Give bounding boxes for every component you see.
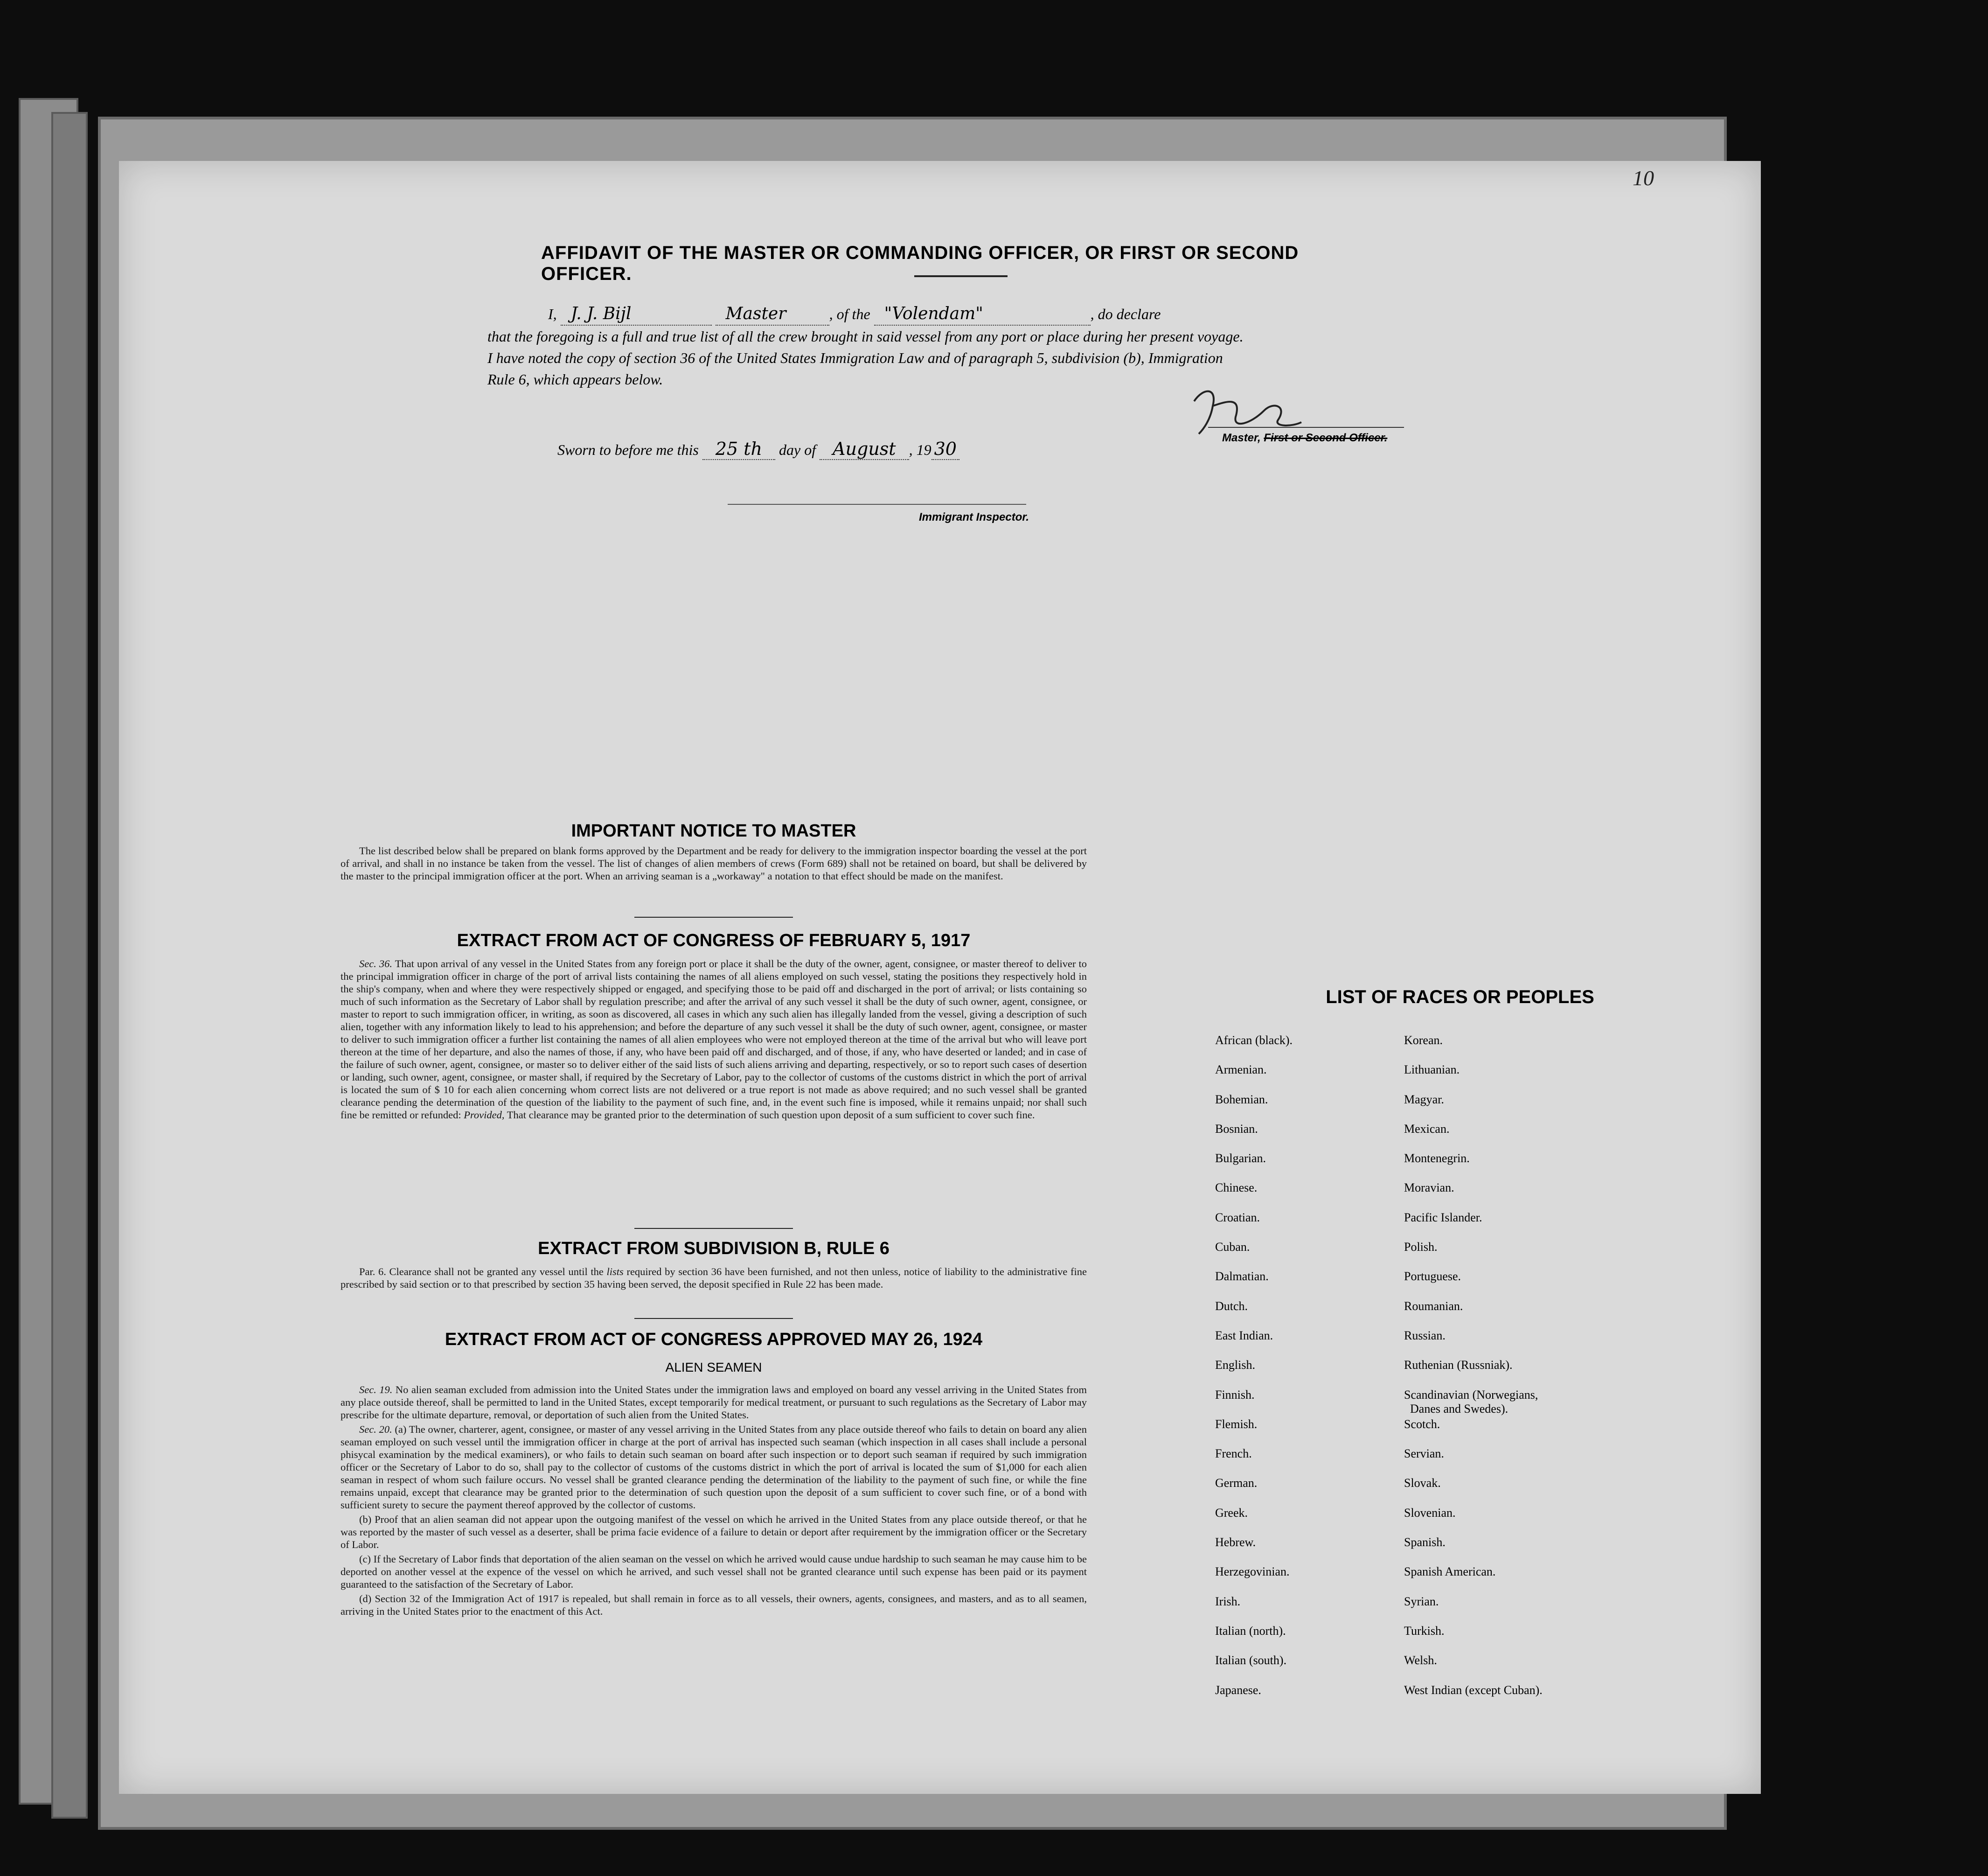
declaration-line-4: Rule 6, which appears below. (487, 371, 663, 388)
notice-title: IMPORTANT NOTICE TO MASTER (571, 821, 856, 841)
race-item: Bosnian. (1215, 1122, 1258, 1136)
sec20c-text: (c) If the Secretary of Labor finds that deportation of the alien seaman on the vessel on which he arrived would cause undue hardship to such seaman he may cause him to be deported on another vessel at the expence of the vessel on which he arrived, and such vessel shall not be granted clearance until such expense has been paid or its payment guaranteed to the satisfaction of the Secretary of Labor. (341, 1553, 1087, 1590)
master-label: Master, (1222, 432, 1261, 444)
rank-handwritten: Master (716, 303, 829, 326)
race-item: English. (1215, 1358, 1255, 1372)
race-item: Herzegovinian. (1215, 1565, 1290, 1579)
struck-officer-label: First or Second Officer. (1264, 432, 1388, 444)
race-item: Polish. (1404, 1240, 1438, 1254)
extract-1917-body (341, 957, 1087, 1123)
provided-text: That clearance may be granted prior to the determination of such question upon deposit of a sum sufficient to cover such fine. (507, 1109, 1035, 1121)
race-item: German. (1215, 1476, 1258, 1490)
race-item: Italian (south). (1215, 1653, 1287, 1667)
race-item: Servian. (1404, 1447, 1444, 1461)
left-binding-strip (51, 112, 88, 1819)
master-name-handwritten: J. J. Bijl (561, 303, 712, 326)
race-item: Irish. (1215, 1594, 1241, 1608)
race-item: Japanese. (1215, 1683, 1261, 1697)
race-item: Armenian. (1215, 1063, 1267, 1077)
race-item: Syrian. (1404, 1594, 1439, 1608)
master-signature (1185, 383, 1306, 439)
race-item: Montenegrin. (1404, 1151, 1470, 1165)
race-item: Slovak. (1404, 1476, 1441, 1490)
race-item: Scotch. (1404, 1417, 1440, 1431)
race-item: Chinese. (1215, 1181, 1258, 1195)
race-item: Portuguese. (1404, 1269, 1461, 1283)
sec20b-text: (b) Proof that an alien seaman did not appear upon the outgoing manifest of the vessel on which he arrived in the United States from any place outside thereof, or that he was reported by the master of such vessel as a deserter, shall be prima facie evidence of a failure to detain or deport after requirement by the immigration officer or the Secretary of Labor. (341, 1513, 1087, 1550)
race-item: French. (1215, 1447, 1252, 1461)
race-item: Moravian. (1404, 1181, 1454, 1195)
race-item: Mexican. (1404, 1122, 1450, 1136)
sworn-year-handwritten: 30 (931, 439, 959, 460)
subdivision-body (341, 1265, 1087, 1292)
affidavit-title: AFFIDAVIT OF THE MASTER OR COMMANDING OFFICER, OR FIRST OR SECOND OFFICER. (541, 243, 1299, 284)
sworn-prefix: Sworn to before me this (557, 441, 699, 458)
inspector-signature-line (728, 504, 1026, 505)
par6-text-b: required by section 36 have been furnished, and not then unless, notice of liability to the administrative fine prescribed by said section or to that prescribed by section 35 having been served, the deposit specified in Rule 22 has been made. (341, 1266, 1087, 1290)
race-item: Dalmatian. (1215, 1269, 1269, 1283)
lists-word: lists (606, 1266, 624, 1277)
race-item: Lithuanian. (1404, 1063, 1460, 1077)
race-item: Turkish. (1404, 1624, 1445, 1638)
sec36-text: That upon arrival of any vessel in the United States from any foreign port or place it shall be the duty of the owner, agent, consignee, or master thereof to deliver to the principal immigration officer in charge of the port of arrival lists containing the names of all aliens employed on such vessel, stating the positions they respectively hold in the ship's company, when and where they were respectively shipped or engaged, and specifying those to be paid off and discharged in the port of arrival; or lists containing so much of such information as the Secretary of Labor shall by regulation prescribe; and after the arrival of any such vessel it shall be the duty of such owner, agent, consignee, or master to report to such immigration officer, in writing, as soon as discovered, all cases in which any such alien has illegally landed from the vessel, giving a description of such alien, together with any information likely to lead to his apprehension; and before the departure of any such vessel it shall be the duty of such owner, agent, consignee, or master to deliver to such immigration officer a further list containing the names of all alien employees who were not employed thereon at the time of the arrival but who will leave port thereon at the time of her departure, and also the names of those, if any, who have been paid off and discharged, and of those, if any, who have deserted or landed; and in case of the failure of such owner, agent, consignee, or master so to deliver either of the said lists of such aliens arriving and departing, respectively, or so to report such cases of desertion or landing, such owner, agent, consignee, or master shall, if required by the Secretary of Labor, pay to the collector of customs of the customs district in which the port of arrival is located the sum of $ 10 for each alien concerning whom correct lists are not delivered or a true report is not made as above required; and no such vessel shall be granted clearance pending the determination of the question of the liability to the payment of such fine, and, in the event such fine is imposed, while it remains unpaid; nor shall such fine be remitted or refunded: (341, 958, 1087, 1121)
declaration-text (487, 303, 1420, 390)
race-item: Pacific Islander. (1404, 1210, 1482, 1224)
section-rule (634, 1318, 793, 1319)
declaration-prefix: I, (548, 306, 557, 322)
do-declare-text: , do declare (1090, 306, 1161, 322)
sec36-label: Sec. 36. (359, 958, 393, 969)
races-left-column (1215, 1033, 1293, 1713)
races-list-title: LIST OF RACES OR PEOPLES (1326, 987, 1594, 1007)
race-item: Welsh. (1404, 1653, 1437, 1667)
sec19-label: Sec. 19. (359, 1384, 393, 1395)
race-item: East Indian. (1215, 1328, 1273, 1342)
race-item: Finnish. (1215, 1388, 1255, 1402)
declaration-line-3: I have noted the copy of section 36 of the United States Immigration Law and of paragraph 5, subdivision (b), Immigration (487, 349, 1223, 366)
sec20d-text: (d) Section 32 of the Immigration Act of 1917 is repealed, but shall remain in force as to all vessels, their owners, agents, consignees, and masters, and as to all seamen, arriving in the United States prior to the enactment of this Act. (341, 1593, 1087, 1617)
race-item: Spanish American. (1404, 1565, 1496, 1579)
inspector-label: Immigrant Inspector. (919, 511, 1029, 523)
race-item: Dutch. (1215, 1299, 1248, 1313)
sec20a-text: (a) The owner, charterer, agent, consignee, or master of any vessel arriving in the United States from any place outside thereof who fails to detain on board any alien seaman employed on such vessel until the immigration officer in charge at the port of arrival has inspected such seaman (which inspection in all cases shall include a personal phisycal examination by the medical examiners), or who fails to detain such seaman on board after such inspection or to deport such seaman if required by such immigration officer or the Secretary of Labor to do so, shall pay to the collector of customs of the customs district in which the port of arrival is located the sum of $1,000 for each alien seaman in respect of whom such failure occurs. No vessel shall be granted clearance pending the determination of the liability to the payment of such fine, or while the fine remains unpaid, except that clearance may be granted prior to the determination of such question upon the deposit of a sum sufficient to cover such fine, or of a bond with sufficient surety to secure the payment thereof approved by the collector of customs. (341, 1423, 1087, 1511)
race-item: African (black). (1215, 1033, 1293, 1047)
vessel-name-handwritten: "Volendam" (874, 303, 1091, 326)
race-item: Scandinavian (Norwegians, Danes and Swedes). (1404, 1388, 1538, 1416)
title-rule (914, 275, 1008, 277)
extract-1917-title: EXTRACT FROM ACT OF CONGRESS OF FEBRUARY 5, 1917 (457, 931, 971, 950)
alien-seamen-subtitle: ALIEN SEAMEN (665, 1360, 762, 1374)
par6-text-a: Par. 6. Clearance shall not be granted any vessel until the (359, 1266, 604, 1277)
race-item: Flemish. (1215, 1417, 1258, 1431)
year-prefix: , 19 (909, 441, 931, 458)
race-item: Hebrew. (1215, 1535, 1256, 1549)
extract-1924-body (341, 1383, 1087, 1619)
provided-label: Provided, (464, 1109, 505, 1121)
race-item: Italian (north). (1215, 1624, 1286, 1638)
notice-text: The list described below shall be prepared on blank forms approved by the Department and be ready for delivery to the immigration inspector boarding the vessel at the port of arrival, and shall in no instance be taken from the vessel. The list of changes of alien members of crews (Form 689) shall not be retained on board, but shall be delivered by the master to the principal immigration officer at the port. When an arriving seaman is a „workaway" a notation to that effect should be made on the manifest. (341, 845, 1087, 882)
sworn-month-handwritten: August (820, 439, 909, 460)
page-number: 10 (1633, 166, 1654, 190)
section-rule (634, 1228, 793, 1229)
extract-1924-title: EXTRACT FROM ACT OF CONGRESS APPROVED MAY 26, 1924 (445, 1330, 983, 1349)
sworn-line (557, 439, 959, 460)
races-right-column (1404, 1033, 1543, 1713)
race-item: Ruthenian (Russniak). (1404, 1358, 1513, 1372)
section-rule (634, 917, 793, 918)
race-item: Magyar. (1404, 1092, 1444, 1106)
race-item: West Indian (except Cuban). (1404, 1683, 1543, 1697)
race-item: Cuban. (1215, 1240, 1250, 1254)
race-item: Bulgarian. (1215, 1151, 1266, 1165)
race-item: Spanish. (1404, 1535, 1446, 1549)
sworn-day-handwritten: 25 th (702, 439, 775, 460)
race-item: Croatian. (1215, 1210, 1260, 1224)
master-signature-line (1208, 427, 1404, 428)
race-item: Bohemian. (1215, 1092, 1268, 1106)
subdivision-title: EXTRACT FROM SUBDIVISION B, RULE 6 (538, 1239, 890, 1258)
sec20-label: Sec. 20. (359, 1423, 392, 1435)
race-item: Russian. (1404, 1328, 1446, 1342)
master-signature-label (1222, 432, 1387, 445)
sec19-text: No alien seaman excluded from admission into the United States under the immigration laws and employed on board any vessel arriving in the United States from any place outside thereof, shall be permitted to land in the United States, except temporarily for medical treatment, or pursuant to such regulations as the Secretary of Labor may prescribe for the ultimate departure, removal, or deportation of such alien from the United States. (341, 1384, 1087, 1421)
race-item: Slovenian. (1404, 1506, 1456, 1520)
race-item: Korean. (1404, 1033, 1443, 1047)
race-item: Greek. (1215, 1506, 1248, 1520)
race-item: Roumanian. (1404, 1299, 1463, 1313)
of-the-text: , of the (829, 306, 870, 322)
notice-body (341, 844, 1087, 884)
day-of-text: day of (779, 441, 816, 458)
declaration-line-2: that the foregoing is a full and true list of all the crew brought in said vessel from any port or place during her present voyage. (487, 328, 1244, 345)
